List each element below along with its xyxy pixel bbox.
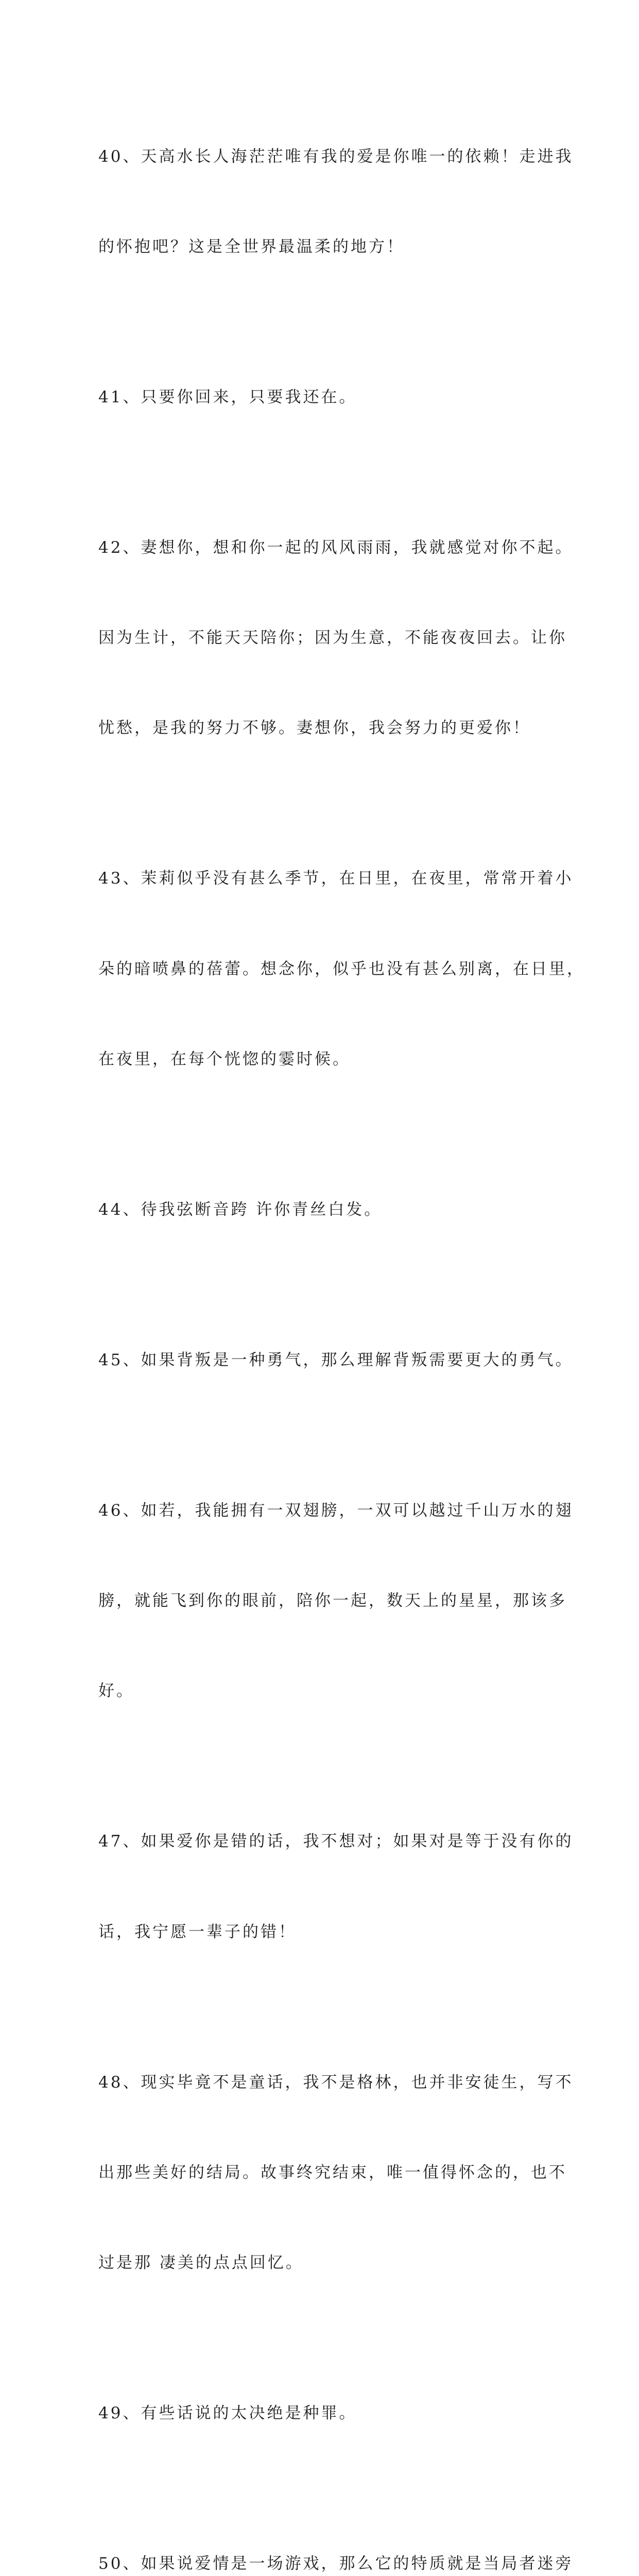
paragraph-49 [98, 2338, 551, 2488]
paragraph-40 [98, 81, 574, 322]
paragraph-50 [98, 2488, 574, 2576]
paragraph-45 [98, 1285, 574, 1435]
paragraph-44 [98, 1134, 551, 1285]
text-line: 42、妻想你，想和你一起的风风雨雨，我就感觉对你不起。 [98, 538, 574, 557]
text-line: 49、有些话说的太决绝是种罪。 [98, 2403, 357, 2422]
text-line: 45、如果背叛是一种勇气，那么理解背叛需要更大的勇气。 [98, 1350, 574, 1369]
text-line: 朵的暗喷鼻的蓓蕾。想念你，似乎也没有甚么别离，在日里， [98, 959, 585, 978]
text-line: 在夜里，在每个恍惚的霎时候。 [98, 1049, 351, 1069]
text-line: 出那些美好的结局。故事终究结束，唯一值得怀念的，也不 [98, 2163, 567, 2182]
text-line: 忧愁，是我的努力不够。妻想你，我会努力的更爱你！ [98, 719, 531, 738]
paragraph-46 [98, 1435, 574, 1766]
document-body [98, 81, 585, 2576]
text-line: 过是那 凄美的点点回忆。 [98, 2253, 304, 2272]
text-line: 43、茉莉似乎没有甚么季节，在日里，在夜里，常常开着小 [98, 869, 574, 888]
text-line: 40、天高水长人海茫茫唯有我的爱是你唯一的依赖！走进我 [98, 147, 574, 166]
paragraph-48 [98, 2007, 574, 2338]
text-line: 因为生计，不能天天陪你；因为生意，不能夜夜回去。让你 [98, 629, 567, 648]
paragraph-43 [98, 804, 585, 1134]
text-line: 50、如果说爱情是一场游戏，那么它的特质就是当局者迷旁 [98, 2554, 574, 2573]
text-line: 话，我宁愿一辈子的错！ [98, 1922, 297, 1941]
paragraph-47 [98, 1767, 574, 2007]
paragraph-42 [98, 472, 574, 803]
paragraph-41 [98, 322, 551, 472]
text-line: 41、只要你回来，只要我还在。 [98, 388, 357, 407]
text-line: 好。 [98, 1682, 134, 1701]
text-line: 膀，就能飞到你的眼前，陪你一起，数天上的星星，那该多 [98, 1591, 567, 1611]
text-line: 48、现实毕竟不是童话，我不是格林，也并非安徒生，写不 [98, 2073, 574, 2092]
text-line: 47、如果爱你是错的话，我不想对；如果对是等于没有你的 [98, 1832, 574, 1851]
text-line: 44、待我弦断音跨 许你青丝白发。 [98, 1200, 383, 1219]
text-line: 46、如若，我能拥有一双翅膀，一双可以越过千山万水的翅 [98, 1501, 574, 1520]
text-line: 的怀抱吧？这是全世界最温柔的地方！ [98, 238, 405, 257]
